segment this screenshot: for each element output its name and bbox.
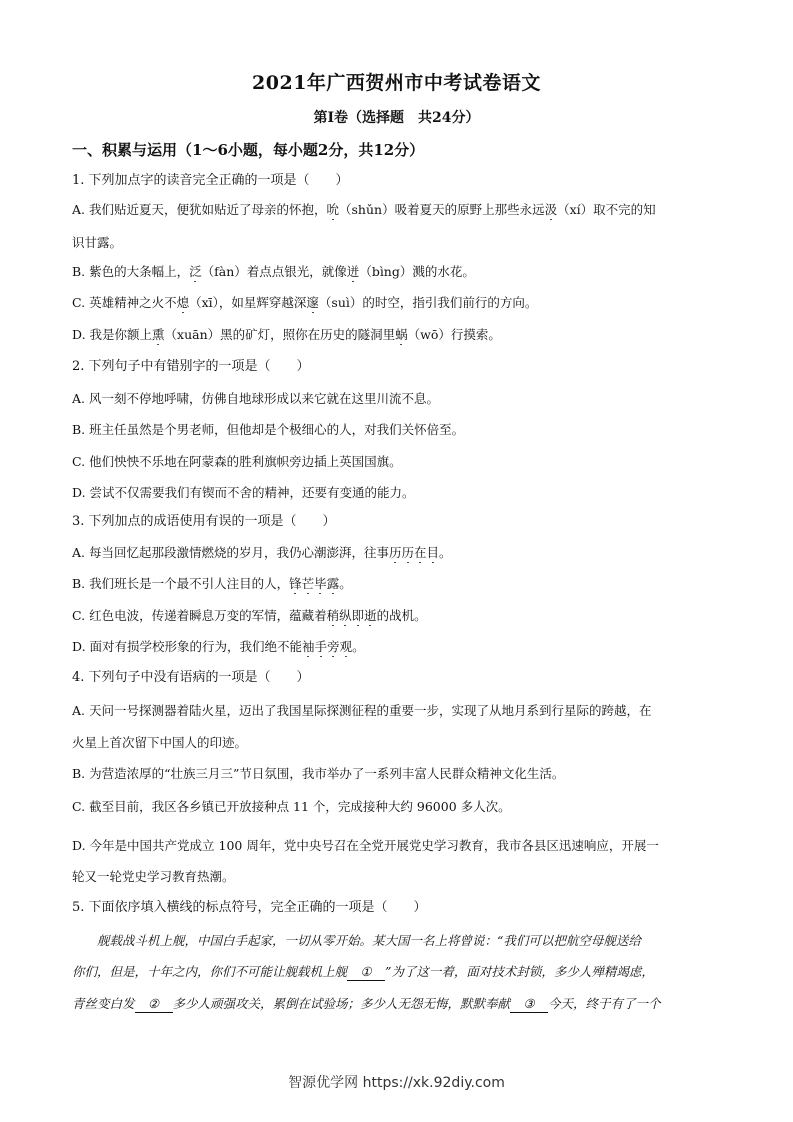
section-heading: 一、积累与运用（1～6小题，每小题2分，共12分） xyxy=(72,141,425,159)
q1-d-text: （wō）行摸索。 xyxy=(407,327,501,342)
q3-d-text: 。 xyxy=(352,639,365,654)
q5-passage-text: 你们，但是，十年之内，你们不可能让舰载机上舰 xyxy=(72,964,348,979)
dotted-char: 即 xyxy=(351,608,365,623)
q3-option-a xyxy=(72,543,724,563)
q1-b-text: （bìng）溅的水花。 xyxy=(359,264,475,279)
q1-b-text: （fàn）着点点银光，就像 xyxy=(201,264,347,279)
q3-a-text: 。 xyxy=(439,545,452,560)
dotted-char: 旁 xyxy=(327,639,340,654)
q1-c-text: （xī），如星辉穿越深 xyxy=(189,295,307,310)
q1-d-dotted-char: 蜗 xyxy=(395,327,408,342)
q3-d-text: D. 面对有损学校形象的行为，我们绝不能 xyxy=(72,639,303,654)
q5-blank-1: ① xyxy=(347,964,385,981)
q2-option-b: B. 班主任虽然是个男老师，但他却是个极细心的人，对我们关怀倍至。 xyxy=(72,422,465,437)
q1-option-a xyxy=(72,200,724,220)
q4-option-c: C. 截至目前，我区各乡镇已开放接种点 11 个，完成接种大约 96000 多人次。 xyxy=(72,799,511,814)
q5-blank-2: ② xyxy=(135,996,173,1013)
q1-c-dotted-char: 邃 xyxy=(306,295,319,310)
q5-passage-text: 今天，终于有了一个 xyxy=(548,996,661,1011)
q3-stem: 3. 下列加点的成语使用有误的一项是（ ） xyxy=(72,514,336,529)
q1-option-c xyxy=(72,293,724,313)
q1-c-dotted-char: 熄 xyxy=(176,295,190,310)
q3-d-dotted-idiom xyxy=(302,639,352,654)
q1-a-text: （shǔn）吸着夏天的原野上那些永远 xyxy=(339,202,545,217)
q2-stem: 2. 下列句子中有错别字的一项是（ ） xyxy=(72,359,310,374)
q1-a-dotted-char: 汲 xyxy=(544,202,558,217)
q5-passage-line xyxy=(72,994,724,1014)
q3-option-d xyxy=(72,637,724,657)
dotted-char: 袖 xyxy=(302,639,315,654)
q3-b-text: B. 我们班长是一个最不引人注目的人， xyxy=(72,576,290,591)
q5-passage-text: 多少人顽强攻关，累倒在试验场；多少人无怨无悔，默默奉献 xyxy=(172,996,511,1011)
q3-option-b xyxy=(72,574,724,594)
q4-stem: 4. 下列句子中没有语病的一项是（ ） xyxy=(72,670,310,685)
q3-a-dotted-idiom xyxy=(389,545,439,560)
q2-option-c: C. 他们怏怏不乐地在阿蒙森的胜利旗帜旁边插上英国国旗。 xyxy=(72,454,402,469)
q3-c-dotted-idiom xyxy=(327,608,377,623)
dotted-char: 纵 xyxy=(339,608,352,623)
q3-c-text: 的战机。 xyxy=(376,608,427,623)
q3-b-text: 。 xyxy=(339,576,352,591)
q5-passage-line xyxy=(72,962,724,982)
part-subtitle: 第Ⅰ卷（选择题 共24分） xyxy=(313,110,480,126)
q4-option-a-cont: 火星上首次留下中国人的印迹。 xyxy=(72,735,248,750)
page-title: 2021年广西贺州市中考试卷语文 xyxy=(252,72,541,94)
dotted-char: 芒 xyxy=(301,576,315,591)
q1-c-text: C. 英雄精神之火不 xyxy=(72,295,177,310)
q1-a-dotted-char: 吮 xyxy=(326,202,339,217)
q1-c-text: （suì）的时空，指引我们前行的方向。 xyxy=(318,295,538,310)
q1-stem: 1. 下列加点字的读音完全正确的一项是（ ） xyxy=(72,173,349,188)
q1-a-text: A. 我们贴近夏天，便犹如贴近了母亲的怀抱， xyxy=(72,202,327,217)
dotted-char: 锋 xyxy=(289,576,302,591)
q1-a-text: （xí）取不完的知 xyxy=(557,202,656,217)
q1-b-dotted-char: 泛 xyxy=(189,264,202,279)
dotted-char: 逝 xyxy=(364,608,377,623)
q5-passage-text: 青丝变白发 xyxy=(72,996,135,1011)
dotted-char: 手 xyxy=(314,639,328,654)
dotted-char: 露 xyxy=(326,576,340,591)
dotted-char: 观 xyxy=(339,639,353,654)
q2-option-d: D. 尝试不仅需要我们有锲而不舍的精神，还要有变通的能力。 xyxy=(72,485,415,500)
q1-b-dotted-char: 迸 xyxy=(346,264,360,279)
watermark-footer: 智源优学网 https://xk.92diy.com xyxy=(288,1075,505,1091)
q3-b-dotted-idiom xyxy=(289,576,339,591)
q1-option-d xyxy=(72,325,724,345)
dotted-char: 历 xyxy=(388,545,402,560)
q1-d-dotted-char: 熏 xyxy=(152,327,165,342)
dotted-char: 在 xyxy=(414,545,427,560)
q1-d-text: （xuān）黑的矿灯，照你在历史的隧洞里 xyxy=(164,327,396,342)
q5-passage-line: 舰载战斗机上舰，中国白手起家，一切从零开始。某大国一名上将曾说：“我们可以把航空母舰送给 xyxy=(72,933,641,948)
dotted-char: 毕 xyxy=(314,576,327,591)
q4-option-d: D. 今年是中国共产党成立 100 周年，党中央号召在全党开展党史学习教育，我市各县区迅速响应，开展一 xyxy=(72,838,659,853)
q3-a-text: A. 每当回忆起那段激情燃烧的岁月，我仍心潮澎湃，往事 xyxy=(72,545,389,560)
dotted-char: 历 xyxy=(401,545,415,560)
q3-c-text: C. 红色电波，传递着瞬息万变的军情，蕴藏着 xyxy=(72,608,327,623)
q4-option-a: A. 天问一号探测器着陆火星，迈出了我国星际探测征程的重要一步，实现了从地月系到行星际的跨越，在 xyxy=(72,703,652,718)
q1-option-b xyxy=(72,262,724,282)
q3-option-c xyxy=(72,606,724,626)
q5-stem: 5. 下面依序填入横线的标点符号，完全正确的一项是（ ） xyxy=(72,900,427,915)
q5-passage-text: ”为了这一着，面对技术封锁，多少人殚精竭虑， xyxy=(385,964,654,979)
q2-option-a: A. 风一刻不停地呼啸，仿佛自地球形成以来它就在这里川流不息。 xyxy=(72,391,439,406)
dotted-char: 目 xyxy=(426,545,440,560)
q5-blank-3: ③ xyxy=(510,996,548,1013)
q4-option-d-cont: 轮又一轮党史学习教育热潮。 xyxy=(72,869,235,884)
q1-option-a-cont: 识甘露。 xyxy=(72,235,123,250)
q1-b-text: B. 紫色的大条幅上， xyxy=(72,264,190,279)
q1-d-text: D. 我是你额上 xyxy=(72,327,153,342)
q4-option-b: B. 为营造浓厚的“壮族三月三”节日氛围，我市举办了一系列丰富人民群众精神文化生活。 xyxy=(72,766,565,781)
dotted-char: 稍 xyxy=(326,608,340,623)
